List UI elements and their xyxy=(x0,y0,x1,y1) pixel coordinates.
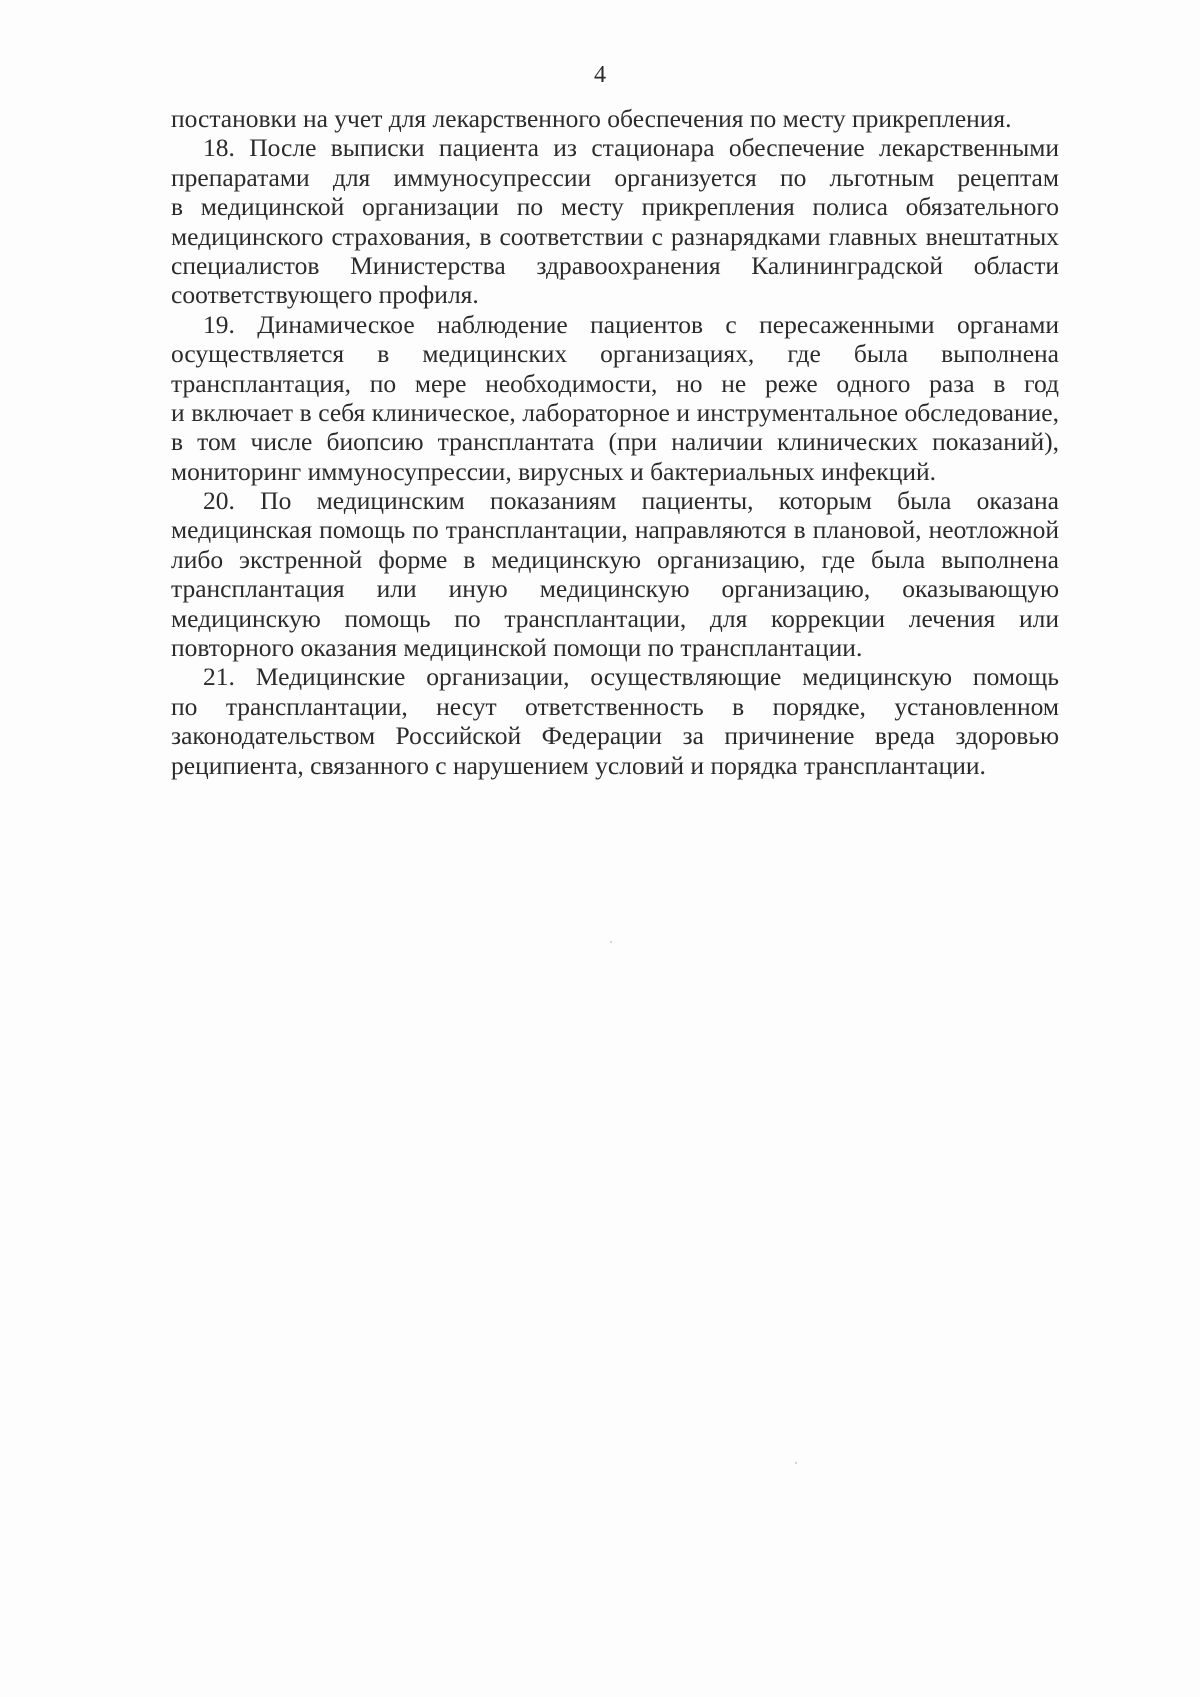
scan-speck xyxy=(610,941,612,943)
text-line: трансплантация или иную медицинскую организацию, оказывающую xyxy=(171,574,1059,604)
paragraph-item-21 xyxy=(171,662,1059,780)
text-line: постановки на учет для лекарственного обеспечения по месту прикрепления. xyxy=(171,104,1012,133)
text-line: осуществляется в медицинских организациях, где была выполнена xyxy=(171,339,1059,369)
text-line: законодательством Российской Федерации за причинение вреда здоровью xyxy=(171,721,1059,751)
text-line: по трансплантации, несут ответственность в порядке, установленном xyxy=(171,691,1059,721)
text-line: 19. Динамическое наблюдение пациентов с пересаженными органами xyxy=(203,309,1059,339)
text-line: соответствующего профиля. xyxy=(171,280,479,310)
text-line: в том числе биопсию трансплантата (при наличии клинических показаний), xyxy=(171,427,1059,457)
text-line: специалистов Министерства здравоохранения Калининградской области xyxy=(171,250,1059,280)
text-line: и включает в себя клиническое, лабораторное и инструментальное обследование, xyxy=(171,397,1059,427)
text-line: 18. После выписки пациента из стационара обеспечение лекарственными xyxy=(203,133,1059,163)
text-line: либо экстренной форме в медицинскую организацию, где была выполнена xyxy=(171,544,1059,574)
text-line: медицинского страхования, в соответствии с разнарядками главных внештатных xyxy=(171,221,1059,251)
text-line: трансплантация, по мере необходимости, но не реже одного раза в год xyxy=(171,368,1059,398)
text-line: 20. По медицинским показаниям пациенты, которым была оказана xyxy=(203,486,1059,516)
text-line: медицинская помощь по трансплантации, направляются в плановой, неотложной xyxy=(171,515,1059,545)
text-line: повторного оказания медицинской помощи по трансплантации. xyxy=(171,633,863,663)
text-line: реципиента, связанного с нарушением условий и порядка трансплантации. xyxy=(171,750,986,780)
paragraph-item-18 xyxy=(171,133,1059,309)
paragraph-item-20 xyxy=(171,486,1059,662)
text-line: мониторинг иммуносупрессии, вирусных и бактериальных инфекций. xyxy=(171,456,937,486)
document-body xyxy=(171,104,1059,780)
text-line: медицинскую помощь по трансплантации, для коррекции лечения или xyxy=(171,603,1059,633)
paragraph-continuation xyxy=(171,104,1059,133)
text-line: в медицинской организации по месту прикрепления полиса обязательного xyxy=(171,192,1059,222)
text-line: препаратами для иммуносупрессии организуется по льготным рецептам xyxy=(171,162,1059,192)
paragraph-item-19 xyxy=(171,310,1059,486)
text-line: 21. Медицинские организации, осуществляющие медицинскую помощь xyxy=(203,662,1059,692)
page-number: 4 xyxy=(594,62,606,88)
scan-speck xyxy=(795,1462,797,1464)
